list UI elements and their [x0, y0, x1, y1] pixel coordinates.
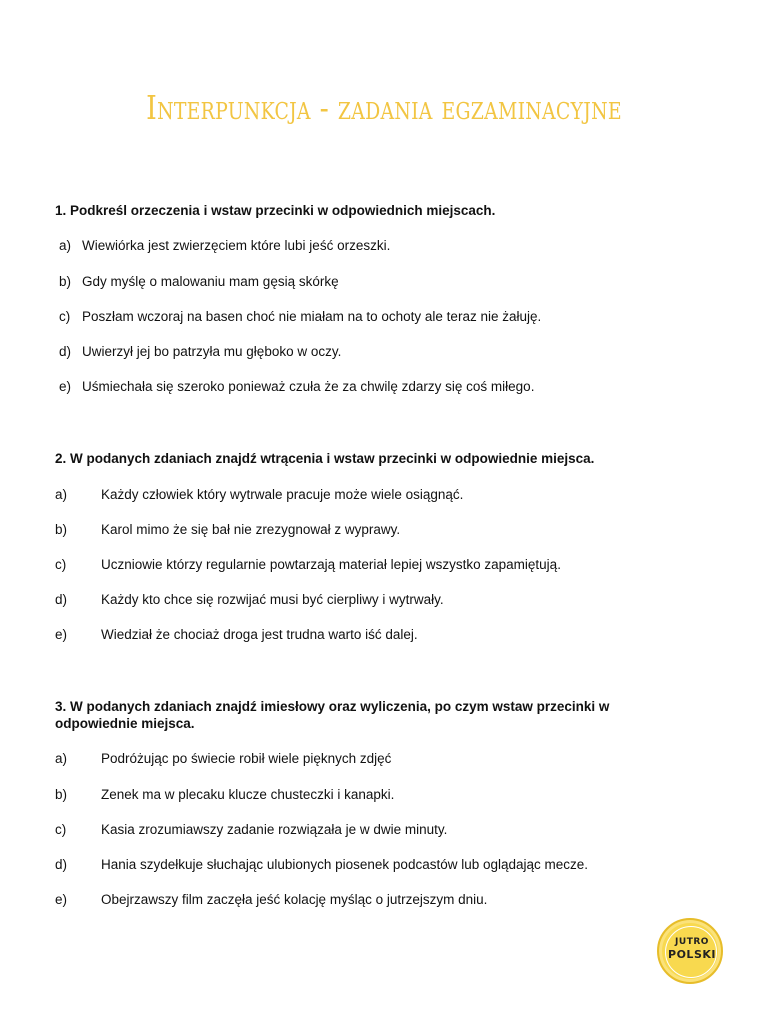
logo-text-line-2: POLSKI: [668, 948, 716, 961]
item-text: Wiedział że chociaż droga jest trudna warto iść dalej.: [101, 627, 418, 642]
item-text: Każdy człowiek który wytrwale pracuje może wiele osiągnąć.: [101, 487, 464, 502]
list-item: [55, 856, 695, 873]
item-label: a): [59, 238, 72, 253]
item-text: Uśmiechała się szeroko ponieważ czuła że za chwilę zdarzy się coś miłego.: [82, 379, 535, 394]
item-label: c): [59, 309, 71, 324]
item-label: b): [55, 787, 68, 802]
list-item: [55, 556, 695, 573]
list-item: [55, 308, 695, 325]
task-3-heading-line-1: 3. W podanych zdaniach znajdź imiesłowy oraz wyliczenia, po czym wstaw przecinki w: [55, 699, 610, 714]
item-label: d): [59, 344, 72, 359]
task-3-heading: [55, 698, 655, 732]
item-text: Uczniowie którzy regularnie powtarzają materiał lepiej wszystko zapamiętują.: [101, 557, 561, 572]
list-item: [55, 591, 695, 608]
item-text: Obejrzawszy film zaczęła jeść kolację myśląc o jutrzejszym dniu.: [101, 892, 488, 907]
list-item: [55, 237, 695, 254]
item-label: c): [55, 822, 67, 837]
list-item: [55, 786, 695, 803]
item-label: b): [55, 522, 68, 537]
item-label: e): [59, 379, 72, 394]
list-item: [55, 378, 695, 395]
list-item: [55, 626, 695, 643]
task-1-heading: 1. Podkreśl orzeczenia i wstaw przecinki w odpowiednich miejscach.: [55, 203, 496, 218]
list-item: [55, 273, 695, 290]
list-item: [55, 821, 695, 838]
item-text: Każdy kto chce się rozwijać musi być cierpliwy i wytrwały.: [101, 592, 444, 607]
item-text: Uwierzył jej bo patrzyła mu głęboko w oczy.: [82, 344, 342, 359]
item-text: Poszłam wczoraj na basen choć nie miałam na to ochoty ale teraz nie żałuję.: [82, 309, 542, 324]
item-label: a): [55, 487, 68, 502]
item-text: Karol mimo że się bał nie zrezygnował z wyprawy.: [101, 522, 401, 537]
item-label: e): [55, 627, 68, 642]
item-text: Gdy myślę o malowaniu mam gęsią skórkę: [82, 274, 339, 289]
jutro-polski-logo: [657, 918, 723, 984]
task-3-heading-line-2: odpowiednie miejsca.: [55, 716, 195, 731]
item-label: e): [55, 892, 68, 907]
item-text: Zenek ma w plecaku klucze chusteczki i kanapki.: [101, 787, 395, 802]
list-item: [55, 750, 695, 767]
item-label: a): [55, 751, 68, 766]
list-item: [55, 891, 695, 908]
item-text: Podróżując po świecie robił wiele pięknych zdjęć: [101, 751, 392, 766]
list-item: [55, 486, 695, 503]
item-label: b): [59, 274, 72, 289]
item-text: Hania szydełkuje słuchając ulubionych piosenek podcastów lub oglądając mecze.: [101, 857, 589, 872]
item-label: d): [55, 857, 68, 872]
item-label: d): [55, 592, 68, 607]
item-text: Kasia zrozumiawszy zadanie rozwiązała je w dwie minuty.: [101, 822, 448, 837]
page-title: Interpunkcja - zadania egzaminacyjne: [146, 88, 622, 127]
task-2-heading: 2. W podanych zdaniach znajdź wtrącenia i wstaw przecinki w odpowiednie miejsca.: [55, 451, 595, 466]
logo-text-line-1: JUTRO: [675, 937, 709, 947]
list-item: [55, 343, 695, 360]
list-item: [55, 521, 695, 538]
item-label: c): [55, 557, 67, 572]
item-text: Wiewiórka jest zwierzęciem które lubi jeść orzeszki.: [82, 238, 391, 253]
